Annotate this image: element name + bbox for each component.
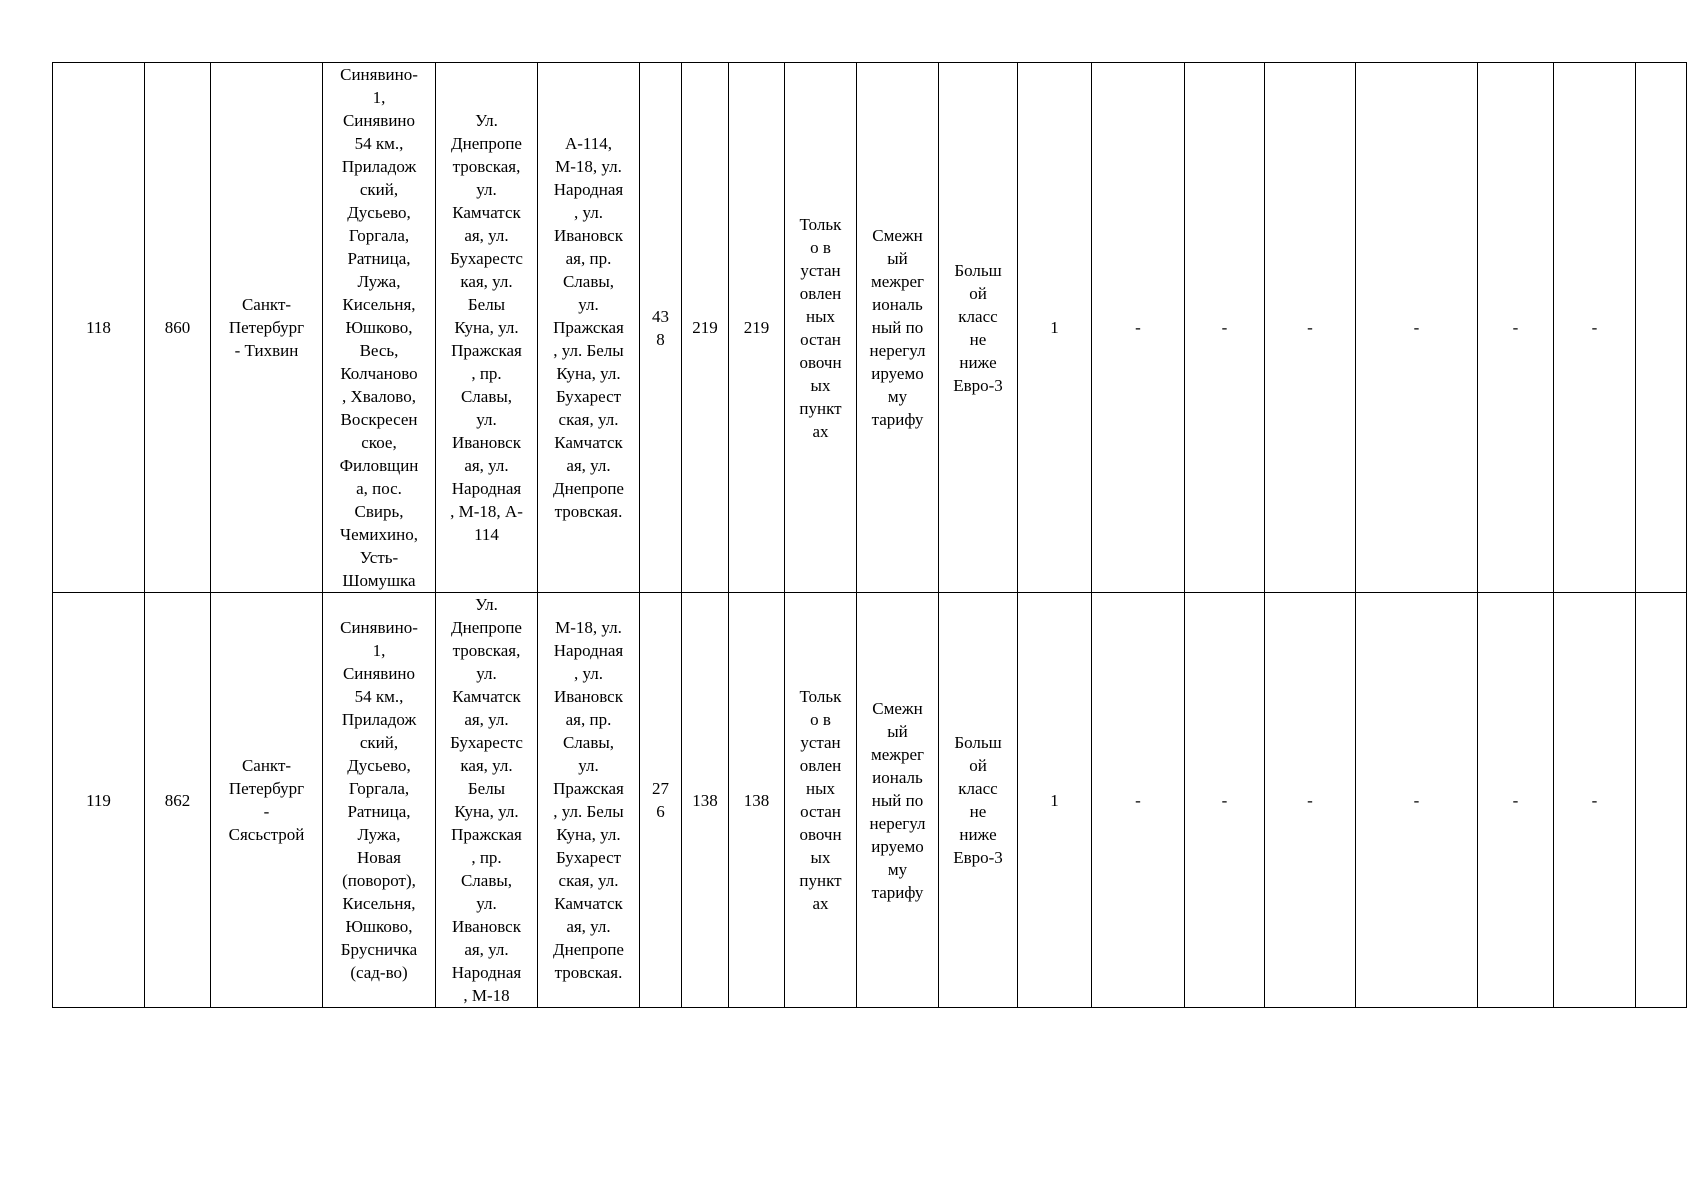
- route-kind-cell: Смежн ый межрег иональ ный по нерегул ируемо му тарифу: [857, 63, 939, 593]
- dash-cell: -: [1092, 593, 1185, 1008]
- vehicle-class-cell: Больш ой класс не ниже Евро-3: [939, 593, 1018, 1008]
- dash-cell: -: [1554, 593, 1636, 1008]
- route-backward-streets-cell: М-18, ул. Народная , ул. Ивановск ая, пр. Славы, ул. Пражская , ул. Белы Куна, ул. Бухарест ская, ул. Камчатск ая, ул. Днепропе тровская.: [538, 593, 640, 1008]
- dash-cell: -: [1265, 593, 1356, 1008]
- registration-number-cell: 860: [145, 63, 211, 593]
- dash-cell: -: [1185, 593, 1265, 1008]
- boarding-procedure-cell: Тольк о в устан овлен ных остан овочн ых пункт ах: [785, 593, 857, 1008]
- vehicle-count-cell: 1: [1018, 63, 1092, 593]
- dash-cell: -: [1265, 63, 1356, 593]
- dash-cell: -: [1478, 593, 1554, 1008]
- route-forward-streets-cell: Ул. Днепропе тровская, ул. Камчатск ая, ул. Бухарестс кая, ул. Белы Куна, ул. Пражская , пр. Славы, ул. Ивановск ая, ул. Народная , М-18: [436, 593, 538, 1008]
- vehicle-count-cell: 1: [1018, 593, 1092, 1008]
- empty-cell: [1636, 63, 1687, 593]
- route-name-cell: Санкт- Петербург - Тихвин: [211, 63, 323, 593]
- route-kind-cell: Смежн ый межрег иональ ный по нерегул ируемо му тарифу: [857, 593, 939, 1008]
- table-row: [53, 63, 1687, 593]
- route-length-cell: 43 8: [640, 63, 682, 593]
- length-forward-cell: 219: [682, 63, 729, 593]
- table-row: [53, 593, 1687, 1008]
- route-register-table: [52, 62, 1687, 1008]
- boarding-procedure-cell: Тольк о в устан овлен ных остан овочн ых пункт ах: [785, 63, 857, 593]
- dash-cell: -: [1185, 63, 1265, 593]
- route-number-cell: 118: [53, 63, 145, 593]
- dash-cell: -: [1554, 63, 1636, 593]
- route-backward-streets-cell: А-114, М-18, ул. Народная , ул. Ивановск ая, пр. Славы, ул. Пражская , ул. Белы Куна, ул. Бухарест ская, ул. Камчатск ая, ул. Днепропе тровская.: [538, 63, 640, 593]
- route-forward-streets-cell: Ул. Днепропе тровская, ул. Камчатск ая, ул. Бухарестс кая, ул. Белы Куна, ул. Пражская , пр. Славы, ул. Ивановск ая, ул. Народная , М-18, А- 114: [436, 63, 538, 593]
- length-backward-cell: 219: [729, 63, 785, 593]
- intermediate-stops-cell: Синявино- 1, Синявино 54 км., Приладож ский, Дусьево, Горгала, Ратница, Лужа, Кисельня, Юшково, Весь, Колчаново , Хвалово, Воскресен ское, Филовщин а, пос. Свирь, Чемихино, Усть- Шомушка: [323, 63, 436, 593]
- intermediate-stops-cell: Синявино- 1, Синявино 54 км., Приладож ский, Дусьево, Горгала, Ратница, Лужа, Новая (поворот), Кисельня, Юшково, Брусничка (сад-во): [323, 593, 436, 1008]
- route-length-cell: 27 6: [640, 593, 682, 1008]
- registration-number-cell: 862: [145, 593, 211, 1008]
- dash-cell: -: [1478, 63, 1554, 593]
- route-number-cell: 119: [53, 593, 145, 1008]
- dash-cell: -: [1356, 593, 1478, 1008]
- vehicle-class-cell: Больш ой класс не ниже Евро-3: [939, 63, 1018, 593]
- length-backward-cell: 138: [729, 593, 785, 1008]
- route-name-cell: Санкт- Петербург - Сясьстрой: [211, 593, 323, 1008]
- empty-cell: [1636, 593, 1687, 1008]
- dash-cell: -: [1356, 63, 1478, 593]
- length-forward-cell: 138: [682, 593, 729, 1008]
- dash-cell: -: [1092, 63, 1185, 593]
